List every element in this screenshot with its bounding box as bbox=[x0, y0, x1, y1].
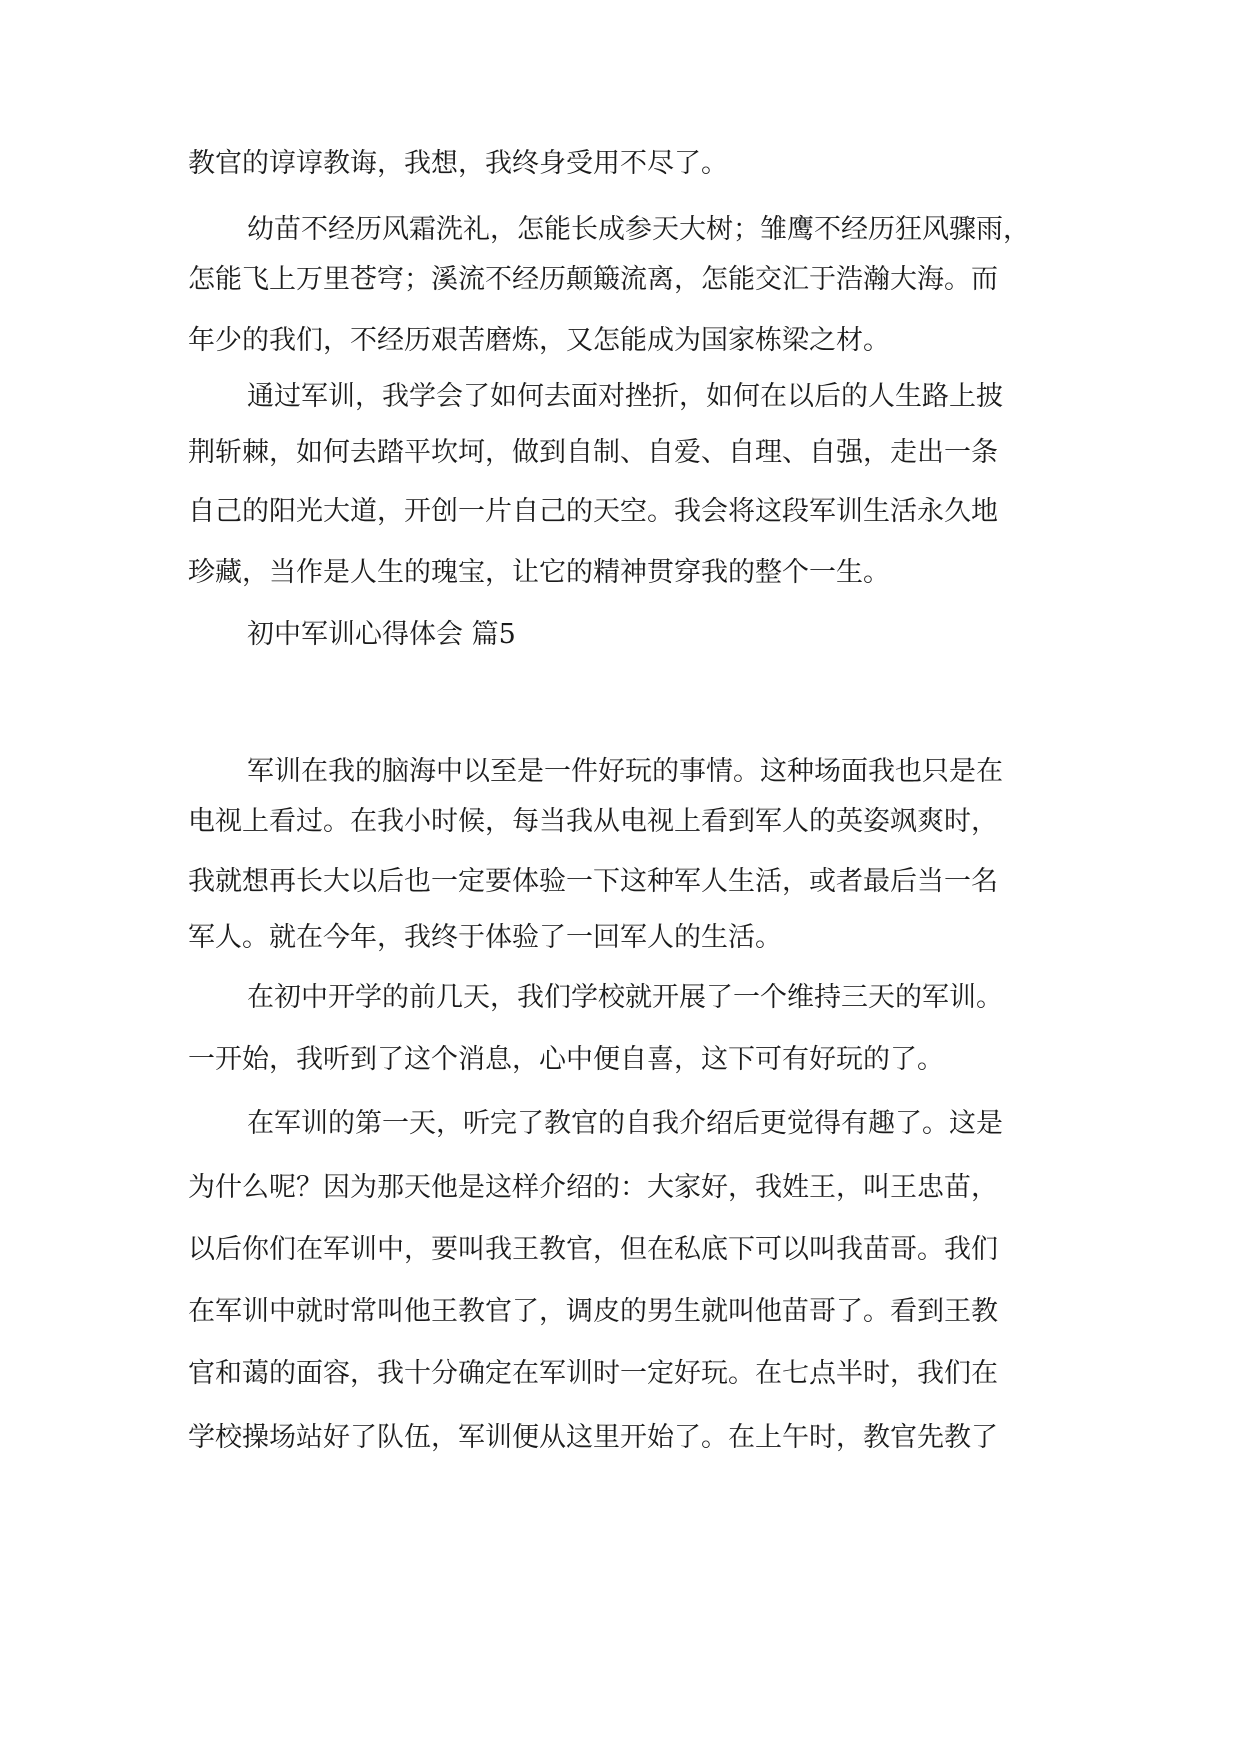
text-line: 以后你们在军训中，要叫我王教官，但在私底下可以叫我苗哥。我们 bbox=[188, 1234, 998, 1265]
text-line: 我就想再长大以后也一定要体验一下这种军人生活，或者最后当一名 bbox=[188, 866, 998, 897]
text-line: 官和蔼的面容，我十分确定在军训时一定好玩。在七点半时，我们在 bbox=[188, 1358, 998, 1389]
paragraph-first-line: 通过军训，我学会了如何去面对挫折，如何在以后的人生路上披 bbox=[247, 381, 1003, 412]
text-line: 学校操场站好了队伍，军训便从这里开始了。在上午时，教官先教了 bbox=[188, 1422, 998, 1453]
text-line: 珍藏，当作是人生的瑰宝，让它的精神贯穿我的整个一生。 bbox=[188, 557, 890, 588]
text-line: 为什么呢？因为那天他是这样介绍的：大家好，我姓王，叫王忠苗， bbox=[188, 1172, 998, 1203]
text-line: 军人。就在今年，我终于体验了一回军人的生活。 bbox=[188, 922, 782, 953]
paragraph-first-line: 在军训的第一天，听完了教官的自我介绍后更觉得有趣了。这是 bbox=[247, 1108, 1003, 1139]
paragraph-first-line: 在初中开学的前几天，我们学校就开展了一个维持三天的军训。 bbox=[247, 982, 1003, 1013]
text-line: 怎能飞上万里苍穹；溪流不经历颠簸流离，怎能交汇于浩瀚大海。而 bbox=[188, 264, 998, 295]
paragraph-first-line: 军训在我的脑海中以至是一件好玩的事情。这种场面我也只是在 bbox=[247, 756, 1003, 787]
text-line: 自己的阳光大道，开创一片自己的天空。我会将这段军训生活永久地 bbox=[188, 496, 998, 527]
text-line: 教官的谆谆教诲，我想，我终身受用不尽了。 bbox=[188, 148, 728, 179]
text-line: 荆斩棘，如何去踏平坎坷，做到自制、自爱、自理、自强，走出一条 bbox=[188, 437, 998, 468]
text-line: 一开始，我听到了这个消息，心中便自喜，这下可有好玩的了。 bbox=[188, 1044, 944, 1075]
text-line: 在军训中就时常叫他王教官了，调皮的男生就叫他苗哥了。看到王教 bbox=[188, 1296, 998, 1327]
section-heading: 初中军训心得体会 篇5 bbox=[247, 619, 516, 650]
paragraph-first-line: 幼苗不经历风霜洗礼，怎能长成参天大树；雏鹰不经历狂风骤雨， bbox=[247, 214, 1030, 245]
text-line: 电视上看过。在我小时候，每当我从电视上看到军人的英姿飒爽时， bbox=[188, 806, 998, 837]
text-line: 年少的我们，不经历艰苦磨炼，又怎能成为国家栋梁之材。 bbox=[188, 325, 890, 356]
